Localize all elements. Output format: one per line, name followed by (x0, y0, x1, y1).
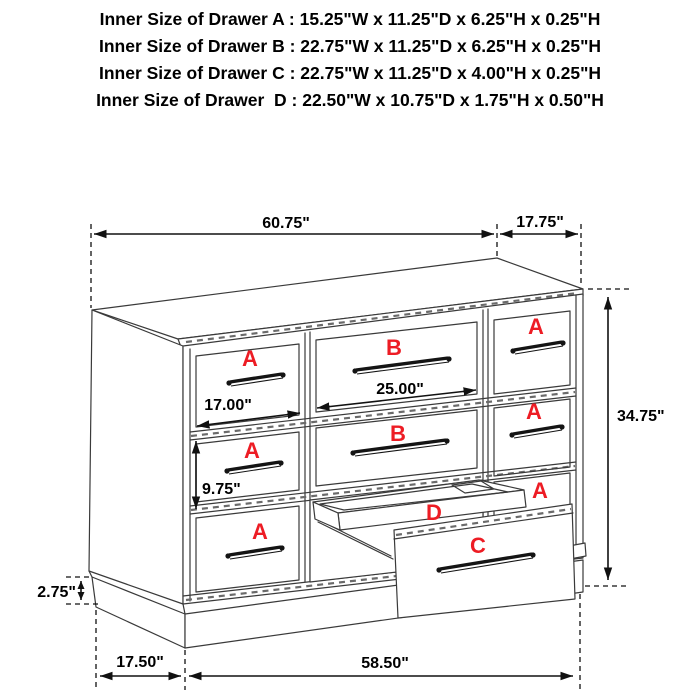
drawer-label-b: B (386, 335, 402, 360)
drawer-label-a: A (532, 478, 548, 503)
dim-top-width-label: 60.75" (262, 215, 310, 232)
spec-line-c: Inner Size of Drawer C : 22.75"W x 11.25"D x 4.00"H x 0.25"H (98, 63, 602, 83)
dim-base-depth-label: 17.50" (116, 654, 164, 671)
dim-drawer-opening-height-label: 9.75" (202, 481, 241, 498)
dim-base-height-label: 2.75" (37, 584, 76, 601)
dim-overall-height-label: 34.75" (617, 408, 665, 425)
dim-base-depth (100, 654, 181, 676)
dim-base-width (189, 655, 573, 676)
dim-top-depth (500, 214, 578, 234)
drawer-label-a: A (526, 399, 542, 424)
dim-drawer-a-width-label: 17.00" (204, 397, 252, 414)
cabinet-left-side (89, 310, 183, 604)
spec-line-a: Inner Size of Drawer A : 15.25"W x 11.25"D x 6.25"H x 0.25"H (99, 9, 601, 29)
dim-base-width-label: 58.50" (361, 655, 409, 672)
dresser-line-art (89, 258, 586, 648)
drawer-label-a: A (244, 438, 260, 463)
dim-overall-height (608, 297, 665, 580)
drawer-label-a: A (252, 519, 268, 544)
drawer-label-c: C (470, 533, 486, 558)
drawer-label-d: D (426, 500, 442, 525)
dim-base-height (37, 581, 81, 601)
drawer-label-b: B (390, 421, 406, 446)
dim-drawer-b-width-label: 25.00" (376, 381, 424, 398)
drawer-label-a: A (242, 346, 258, 371)
drawer-label-a: A (528, 314, 544, 339)
spec-line-b: Inner Size of Drawer B : 22.75"W x 11.25"D x 6.25"H x 0.25"H (98, 36, 602, 56)
dim-top-depth-label: 17.75" (516, 214, 564, 231)
dim-top-width (94, 215, 494, 234)
spec-line-d: Inner Size of Drawer D : 22.50"W x 10.75"D x 1.75"H x 0.50"H (96, 90, 604, 110)
